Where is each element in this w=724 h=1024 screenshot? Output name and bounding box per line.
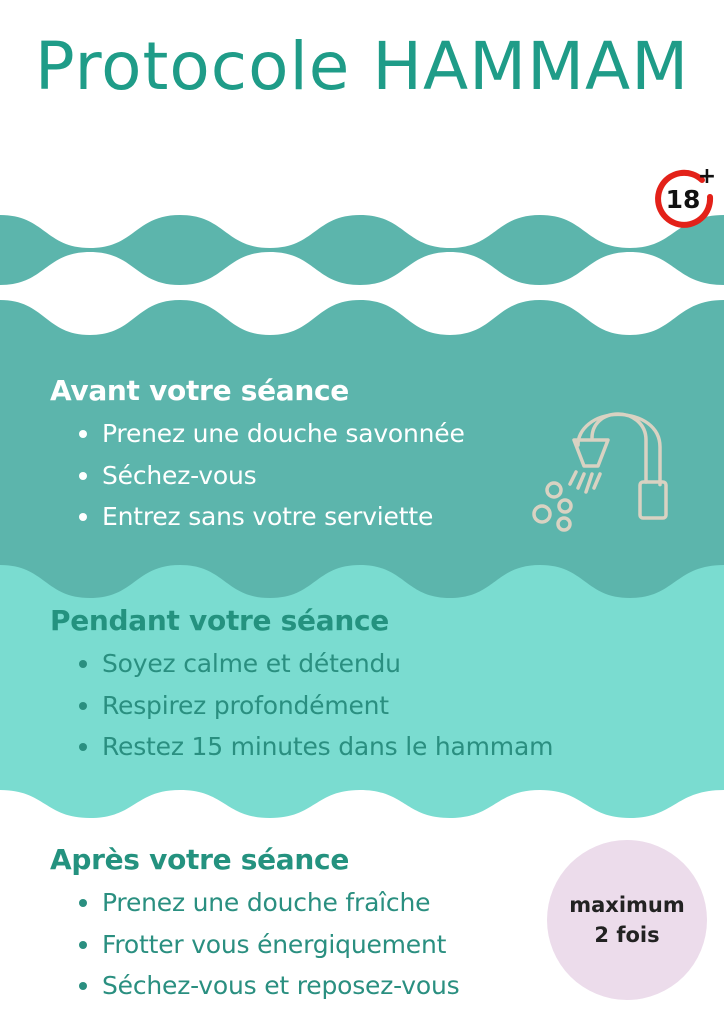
- shower-icon: [530, 410, 670, 535]
- bullet-icon: [79, 513, 87, 521]
- bullet-list: [50, 882, 459, 1007]
- list-item: Séchez-vous: [50, 455, 465, 497]
- bullet-icon: [79, 982, 87, 990]
- age-restriction-icon: [650, 163, 720, 228]
- list-item: Respirez profondément: [50, 685, 553, 727]
- age-badge-plus: +: [697, 164, 717, 189]
- list-item: Frotter vous énergiquement: [50, 924, 459, 966]
- section-after: [50, 843, 460, 1007]
- bullet-list: [50, 413, 465, 538]
- top-wave-band: [0, 215, 724, 285]
- section-during: [50, 604, 554, 768]
- section-heading: Avant votre séance: [50, 374, 349, 407]
- list-item: Entrez sans votre serviette: [50, 496, 465, 538]
- bullet-icon: [79, 899, 87, 907]
- list-item: Prenez une douche savonnée: [50, 413, 465, 455]
- bullet-icon: [79, 743, 87, 751]
- bullet-icon: [79, 941, 87, 949]
- bullet-icon: [79, 660, 87, 668]
- age-badge-number: 18: [665, 185, 701, 214]
- list-item: Prenez une douche fraîche: [50, 882, 459, 924]
- maximum-badge-line1: maximum: [569, 892, 685, 917]
- maximum-badge-line2: 2 fois: [594, 923, 660, 947]
- list-item: Restez 15 minutes dans le hammam: [50, 726, 553, 768]
- bullet-icon: [79, 702, 87, 710]
- bullet-icon: [79, 430, 87, 438]
- bullet-list: [50, 643, 553, 768]
- section-before: [50, 374, 465, 538]
- section-heading: Après votre séance: [50, 843, 350, 876]
- bullet-icon: [79, 472, 87, 480]
- page-title: Protocole HAMMAM: [34, 28, 690, 105]
- list-item: Soyez calme et détendu: [50, 643, 553, 685]
- list-item: Séchez-vous et reposez-vous: [50, 965, 459, 1007]
- section-heading: Pendant votre séance: [50, 604, 389, 637]
- maximum-badge: [547, 840, 707, 1000]
